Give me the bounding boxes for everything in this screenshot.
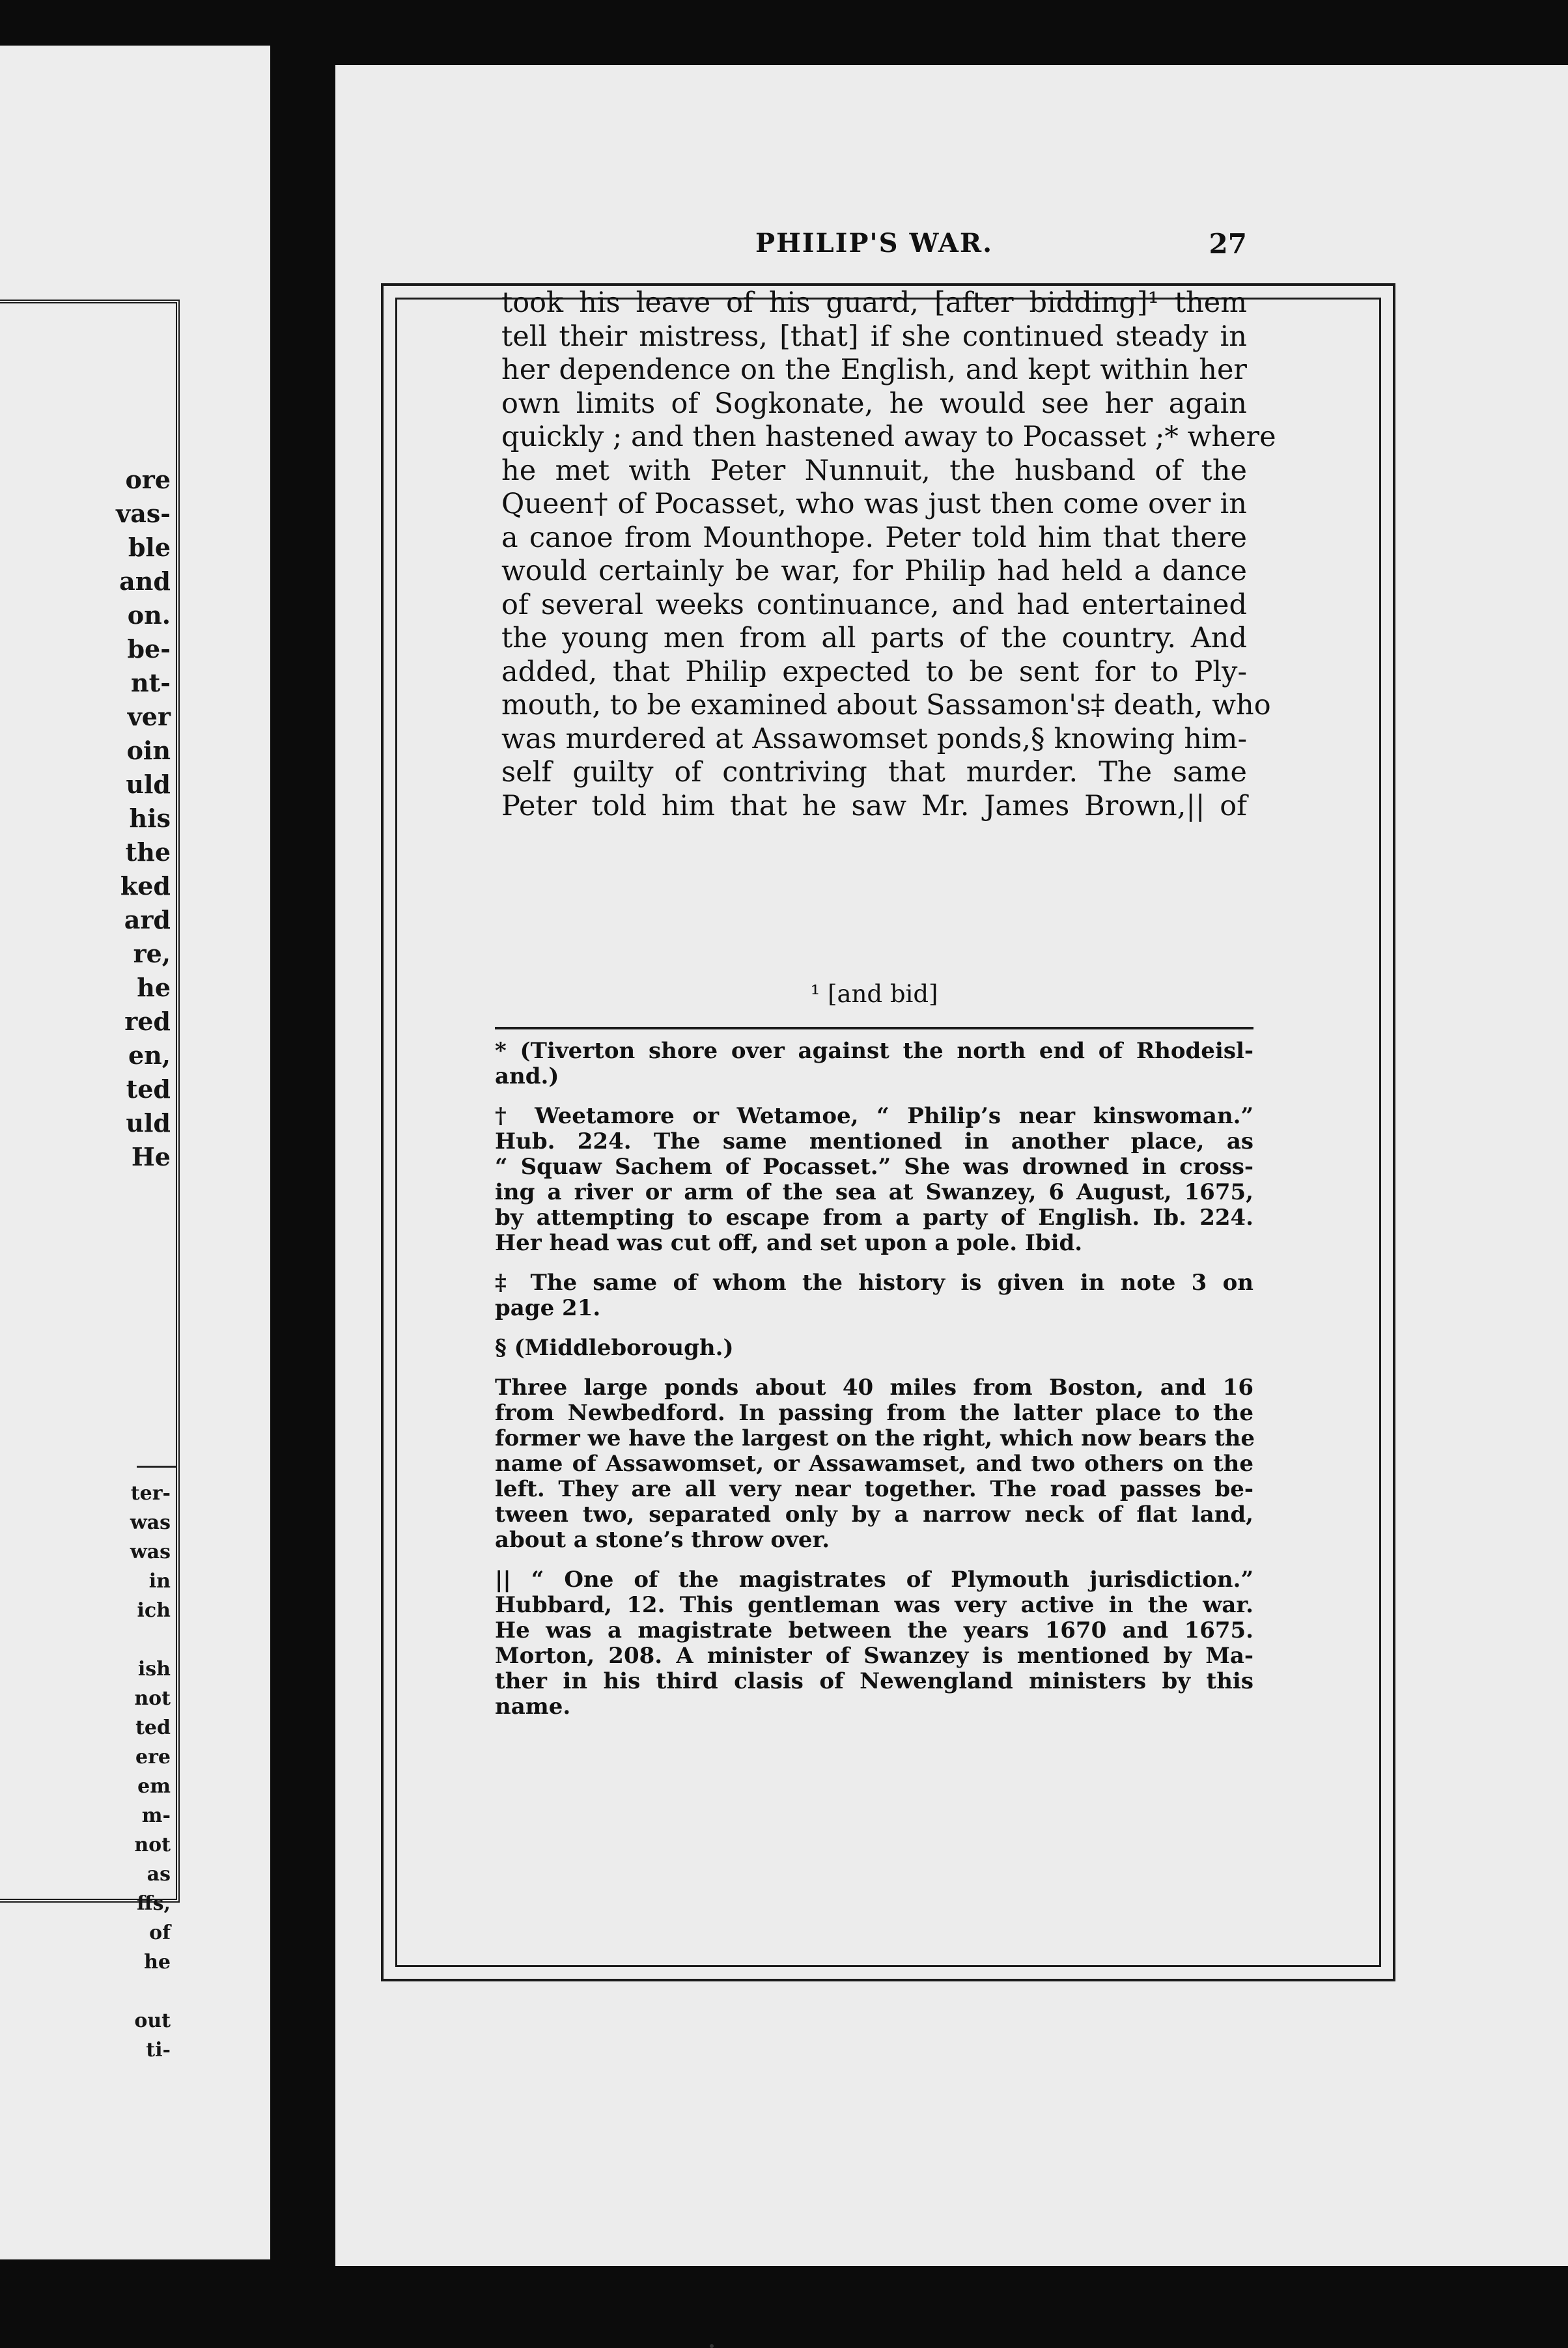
body-line: Queen† of Pocasset, who was just then come over in	[501, 488, 1247, 520]
body-line: would certainly be war, for Philip had held a dance	[501, 555, 1247, 587]
facing-page-line: ish	[137, 1658, 171, 1681]
facing-page-line: ich	[137, 1599, 171, 1622]
facing-page-line: ble	[128, 533, 171, 562]
footnotes	[495, 1039, 1253, 1734]
facing-page-line: em	[137, 1775, 171, 1798]
inline-footnote: ¹ [and bid]	[810, 980, 938, 1008]
facing-page-line: he	[144, 1951, 171, 1974]
facing-page-line: not	[134, 1687, 171, 1710]
footnote-line: He was a magistrate between the years 1670 and 1675.	[495, 1617, 1253, 1643]
footnote-line: tween two, separated only by a narrow neck of flat land,	[495, 1502, 1253, 1528]
facing-page-line: nt-	[131, 668, 171, 697]
footnote-line: ther in his third clasis of Newengland ministers by this	[495, 1668, 1253, 1694]
facing-page-line: re,	[133, 939, 171, 968]
running-title: PHILIP'S WAR.	[755, 228, 994, 259]
footnote	[495, 1335, 1253, 1361]
facing-page-line: ard	[124, 905, 171, 934]
facing-page-line: out	[134, 2009, 171, 2032]
facing-page-line: oin	[126, 736, 171, 765]
footnote-line: Hubbard, 12. This gentleman was very active in the war.	[495, 1592, 1253, 1618]
facing-page-line: uld	[126, 770, 171, 799]
body-line: Peter told him that he saw Mr. James Brown,|| of	[501, 789, 1247, 822]
facing-page-line: be-	[127, 634, 171, 664]
facing-page-line: of	[149, 1922, 171, 1944]
body-line: of several weeks continuance, and had entertained	[501, 588, 1247, 621]
footnote-line: by attempting to escape from a party of English. Ib. 224.	[495, 1205, 1253, 1231]
facing-page-line: he	[137, 973, 171, 1002]
body-line: quickly ; and then hastened away to Pocasset ;* where	[501, 421, 1276, 453]
body-line: was murdered at Assawomset ponds,§ knowing him-	[501, 722, 1247, 755]
footnote	[495, 1375, 1253, 1553]
footnote-line: Morton, 208. A minister of Swanzey is mentioned by Ma-	[495, 1643, 1253, 1669]
footnote-line: ing a river or arm of the sea at Swanzey, 6 August, 1675,	[495, 1179, 1253, 1205]
footnote-line: Three large ponds about 40 miles from Boston, and 16	[495, 1375, 1253, 1401]
facing-page-line: ted	[135, 1716, 171, 1739]
facing-page-rule	[137, 1466, 176, 1468]
facing-page-line: not	[134, 1834, 171, 1856]
facing-page-line: his	[129, 804, 171, 833]
facing-page-line: ver	[127, 702, 171, 731]
footnote-line: name of Assawomset, or Assawamset, and two others on the	[495, 1451, 1253, 1477]
paper-speck	[710, 2344, 714, 2348]
footnote-line: § (Middleborough.)	[495, 1335, 734, 1361]
facing-page-line: red	[124, 1007, 171, 1036]
facing-page-line: in	[148, 1570, 171, 1593]
footnote	[495, 1270, 1253, 1321]
page-number: 27	[1209, 228, 1247, 260]
footnote-line: * (Tiverton shore over against the north end of Rhodeisl-	[495, 1038, 1253, 1064]
body-line: her dependence on the English, and kept within her	[501, 354, 1247, 386]
facing-page-frame	[0, 300, 180, 2061]
facing-page-line	[73, 1977, 171, 2006]
footnote-line: ‡ The same of whom the history is given in note 3 on	[495, 1270, 1253, 1296]
facing-page-line: m-	[141, 1804, 171, 1827]
facing-page-line: was	[130, 1511, 171, 1534]
page-header	[501, 228, 1247, 267]
footnote-rule	[495, 1027, 1253, 1029]
facing-page-text	[73, 463, 171, 1174]
footnote-line: Her head was cut off, and set upon a pole. Ibid.	[495, 1230, 1083, 1256]
footnote-line: from Newbedford. In passing from the latter place to the	[495, 1400, 1253, 1426]
facing-page-line: and	[119, 566, 171, 596]
body-line: tell their mistress, [that] if she continued steady in	[501, 320, 1247, 353]
facing-page-notes	[73, 1479, 171, 2065]
facing-page-line: ere	[135, 1746, 171, 1768]
footnote-line: and.)	[495, 1063, 559, 1089]
facing-page-line: ter-	[130, 1482, 171, 1505]
footnote	[495, 1039, 1253, 1089]
facing-page-line: uld	[126, 1108, 171, 1138]
facing-page	[0, 46, 270, 2259]
body-line: the young men from all parts of the country. And	[501, 622, 1247, 654]
facing-page-line: the	[125, 837, 171, 867]
footnote-line: left. They are all very near together. The road passes be-	[495, 1476, 1253, 1502]
book-page	[335, 65, 1568, 2266]
body-line: own limits of Sogkonate, he would see her again	[501, 387, 1247, 420]
facing-page-line: ffs,	[137, 1892, 171, 1915]
body-line: a canoe from Mounthope. Peter told him that there	[501, 521, 1247, 554]
facing-page-line: was	[130, 1541, 171, 1563]
facing-page-line: vas-	[116, 499, 171, 528]
footnote-line: Hub. 224. The same mentioned in another place, as	[495, 1128, 1253, 1154]
footnote-line: || “ One of the magistrates of Plymouth jurisdiction.”	[495, 1567, 1253, 1593]
facing-page-line	[73, 1625, 171, 1655]
body-line: self guilty of contriving that murder. The same	[501, 756, 1247, 789]
facing-page-line: en,	[128, 1041, 171, 1070]
footnote	[495, 1567, 1253, 1720]
facing-page-line: on.	[127, 600, 171, 630]
footnote-line: former we have the largest on the right, which now bears the	[495, 1425, 1255, 1451]
footnote-line: about a stone’s throw over.	[495, 1527, 830, 1553]
footnote-line: † Weetamore or Wetamoe, “ Philip’s near kinswoman.”	[495, 1103, 1253, 1129]
footnote-line: page 21.	[495, 1295, 601, 1321]
body-line: added, that Philip expected to be sent for to Ply-	[501, 655, 1247, 688]
facing-page-line: ted	[126, 1074, 171, 1104]
body-line: took his leave of his guard, [after bidding]¹ them	[501, 287, 1247, 319]
facing-page-line: ore	[125, 465, 171, 494]
body-line: he met with Peter Nunnuit, the husband of the	[501, 454, 1247, 487]
footnote-line: “ Squaw Sachem of Pocasset.” She was drowned in cross-	[495, 1154, 1253, 1180]
footnote	[495, 1104, 1253, 1256]
facing-page-line: ked	[120, 871, 171, 901]
facing-page-line: ti-	[146, 2039, 171, 2061]
body-text	[501, 287, 1276, 823]
facing-page-line: as	[147, 1863, 171, 1886]
body-line: mouth, to be examined about Sassamon's‡ death, who	[501, 689, 1271, 721]
footnote-line: name.	[495, 1694, 571, 1720]
facing-page-line: He	[131, 1142, 171, 1171]
